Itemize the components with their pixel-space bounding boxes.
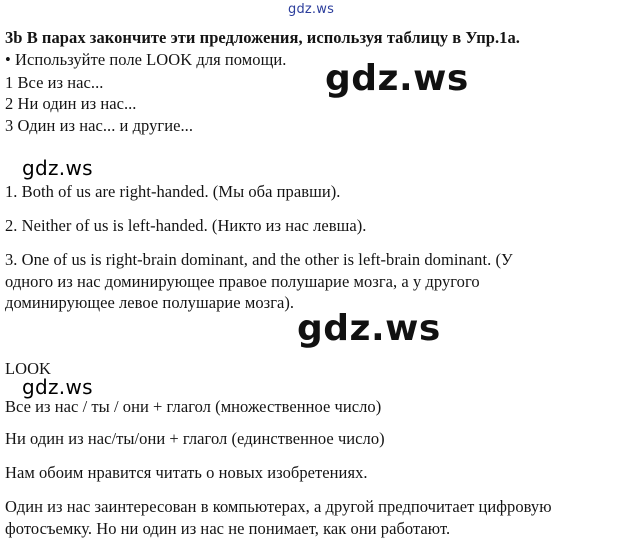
look-example-2-line-2: фотосъемку. Но ни один из нас не понимает, как они работают. (5, 519, 451, 538)
answer-3-line-1: 3. One of us is right-brain dominant, and the other is left-brain dominant. (У (5, 250, 513, 269)
watermark-large-2: gdz.ws (297, 308, 441, 349)
answer-3-line-2: одного из нас доминирующее правое полушарие мозга, а у другого (5, 272, 480, 291)
task-prompt-2: 2 Ни один из нас... (5, 94, 137, 113)
look-example-2-line-1: Один из нас заинтересован в компьютерах, а другой предпочитает цифровую (5, 497, 552, 516)
watermark-large-1: gdz.ws (325, 58, 469, 99)
task-prompt-3: 3 Один из нас... и другие... (5, 116, 194, 135)
watermark-top: gdz.ws (288, 2, 335, 17)
watermark-small-1: gdz.ws (22, 156, 93, 180)
look-heading: LOOK (5, 359, 52, 378)
answer-3-line-3: доминирующее левое полушарие мозга). (5, 293, 295, 312)
task-hint: • Используйте поле LOOK для помощи. (5, 50, 287, 69)
answer-2: 2. Neither of us is left-handed. (Никто из нас левша). (5, 216, 367, 235)
task-title: 3b В парах закончите эти предложения, используя таблицу в Упр.1а. (5, 28, 520, 47)
look-rule-plural: Все из нас / ты / они + глагол (множественное число) (5, 397, 382, 416)
look-rule-singular: Ни один из нас/ты/они + глагол (единственное число) (5, 429, 385, 448)
watermark-small-2: gdz.ws (22, 375, 93, 399)
task-prompt-1: 1 Все из нас... (5, 73, 104, 92)
answer-1: 1. Both of us are right-handed. (Мы оба правши). (5, 182, 341, 201)
look-example-1: Нам обоим нравится читать о новых изобретениях. (5, 463, 368, 482)
